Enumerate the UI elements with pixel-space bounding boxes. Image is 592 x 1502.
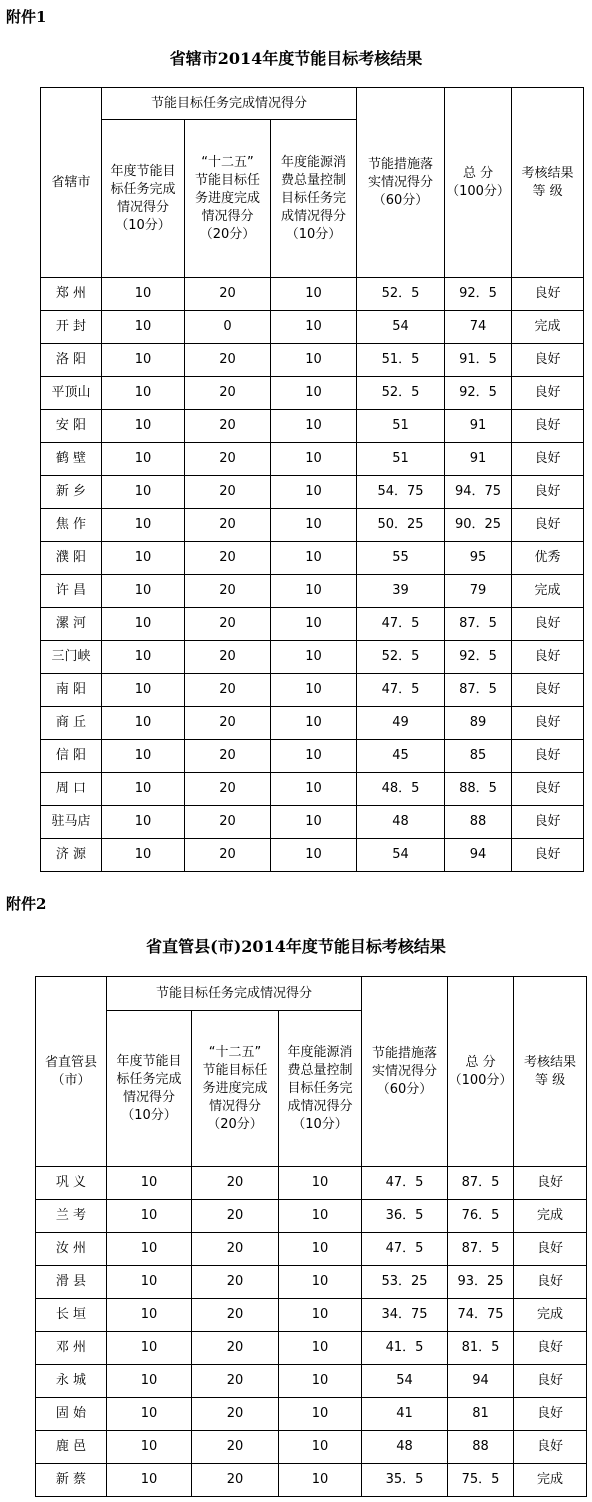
energy-control-cell: 10 bbox=[271, 674, 357, 707]
table-row bbox=[41, 806, 584, 839]
progress-cell: 20 bbox=[192, 1464, 279, 1497]
annual-target-cell: 10 bbox=[102, 542, 185, 575]
header-line: 总 分 bbox=[465, 1054, 496, 1070]
energy-control-cell: 10 bbox=[271, 443, 357, 476]
measures-cell: 47．5 bbox=[357, 608, 445, 641]
progress-cell: 20 bbox=[192, 1299, 279, 1332]
region-cell: 洛 阳 bbox=[41, 344, 102, 377]
header-line: “十二五” bbox=[201, 154, 254, 170]
total-cell: 87．5 bbox=[445, 608, 512, 641]
grade-cell: 良好 bbox=[512, 839, 584, 872]
measures-cell: 47．5 bbox=[357, 674, 445, 707]
progress-cell: 20 bbox=[185, 377, 271, 410]
progress-cell: 20 bbox=[185, 608, 271, 641]
header-line: （市） bbox=[51, 1072, 91, 1088]
measures-cell: 39 bbox=[357, 575, 445, 608]
progress-cell: 20 bbox=[185, 509, 271, 542]
header-line: 情况得分 bbox=[208, 1098, 261, 1114]
region-cell: 鹤 壁 bbox=[41, 443, 102, 476]
table-row bbox=[41, 542, 584, 575]
header-line: 实情况得分 bbox=[368, 174, 434, 190]
header-line: 等 级 bbox=[532, 183, 563, 199]
region-cell: 商 丘 bbox=[41, 707, 102, 740]
energy-control-cell: 10 bbox=[279, 1266, 362, 1299]
header-line: （60分） bbox=[372, 192, 429, 208]
header-line: 成情况得分 bbox=[281, 208, 347, 224]
progress-cell: 20 bbox=[185, 773, 271, 806]
grade-cell: 良好 bbox=[514, 1365, 587, 1398]
grade-cell: 良好 bbox=[512, 476, 584, 509]
energy-control-cell: 10 bbox=[279, 1332, 362, 1365]
annual-target-cell: 10 bbox=[107, 1233, 192, 1266]
table-row bbox=[41, 707, 584, 740]
header-annual-target bbox=[102, 120, 185, 278]
measures-cell: 54 bbox=[357, 311, 445, 344]
table-row bbox=[36, 1299, 587, 1332]
total-cell: 88．5 bbox=[445, 773, 512, 806]
total-cell: 79 bbox=[445, 575, 512, 608]
grade-cell: 良好 bbox=[512, 344, 584, 377]
table-row bbox=[41, 674, 584, 707]
measures-cell: 34．75 bbox=[362, 1299, 448, 1332]
header-energy-total-control bbox=[279, 1011, 362, 1167]
region-cell: 鹿 邑 bbox=[36, 1431, 107, 1464]
grade-cell: 优秀 bbox=[512, 542, 584, 575]
energy-control-cell: 10 bbox=[279, 1299, 362, 1332]
header-line: （10分） bbox=[121, 1107, 177, 1123]
region-cell: 巩 义 bbox=[36, 1167, 107, 1200]
measures-cell: 50．25 bbox=[357, 509, 445, 542]
table-row bbox=[41, 278, 584, 311]
total-cell: 92．5 bbox=[445, 278, 512, 311]
header-line: 成情况得分 bbox=[287, 1098, 353, 1114]
header-12th-five-year bbox=[185, 120, 271, 278]
total-cell: 92．5 bbox=[445, 641, 512, 674]
grade-cell: 良好 bbox=[512, 608, 584, 641]
header-measures bbox=[357, 88, 445, 278]
total-cell: 91 bbox=[445, 410, 512, 443]
progress-cell: 20 bbox=[185, 674, 271, 707]
header-line: 年度节能目 bbox=[116, 1053, 182, 1069]
attachment-2-label: 附件2 bbox=[6, 895, 47, 913]
grade-cell: 完成 bbox=[512, 311, 584, 344]
annual-target-cell: 10 bbox=[107, 1365, 192, 1398]
total-cell: 81 bbox=[448, 1398, 514, 1431]
grade-cell: 良好 bbox=[512, 707, 584, 740]
grade-cell: 完成 bbox=[514, 1299, 587, 1332]
header-line: 情况得分 bbox=[201, 208, 254, 224]
measures-cell: 54．75 bbox=[357, 476, 445, 509]
measures-cell: 49 bbox=[357, 707, 445, 740]
results-table-1 bbox=[40, 87, 584, 872]
progress-cell: 20 bbox=[185, 278, 271, 311]
header-line: 节能措施落 bbox=[368, 156, 434, 172]
header-line: 费总量控制 bbox=[287, 1062, 353, 1078]
total-cell: 74．75 bbox=[448, 1299, 514, 1332]
grade-cell: 良好 bbox=[514, 1233, 587, 1266]
total-cell: 88 bbox=[448, 1431, 514, 1464]
measures-cell: 52．5 bbox=[357, 377, 445, 410]
annual-target-cell: 10 bbox=[102, 674, 185, 707]
progress-cell: 20 bbox=[185, 839, 271, 872]
table-row bbox=[36, 1233, 587, 1266]
table-row bbox=[36, 1200, 587, 1233]
header-line: （60分） bbox=[376, 1081, 433, 1097]
region-cell: 新 蔡 bbox=[36, 1464, 107, 1497]
header-line: 目标任务完 bbox=[281, 190, 347, 206]
annual-target-cell: 10 bbox=[102, 575, 185, 608]
total-cell: 94 bbox=[448, 1365, 514, 1398]
progress-cell: 20 bbox=[185, 806, 271, 839]
progress-cell: 20 bbox=[185, 707, 271, 740]
energy-control-cell: 10 bbox=[279, 1200, 362, 1233]
grade-cell: 良好 bbox=[512, 674, 584, 707]
table-row bbox=[41, 608, 584, 641]
region-cell: 滑 县 bbox=[36, 1266, 107, 1299]
header-line: （100分） bbox=[448, 1072, 513, 1088]
total-cell: 87．5 bbox=[448, 1233, 514, 1266]
energy-control-cell: 10 bbox=[279, 1431, 362, 1464]
header-line: （10分） bbox=[115, 217, 171, 233]
total-cell: 88 bbox=[445, 806, 512, 839]
energy-control-cell: 10 bbox=[271, 839, 357, 872]
energy-control-cell: 10 bbox=[271, 344, 357, 377]
grade-cell: 良好 bbox=[512, 740, 584, 773]
attachment-1-label: 附件1 bbox=[6, 8, 47, 26]
header-line: 务进度完成 bbox=[194, 190, 260, 206]
measures-cell: 54 bbox=[357, 839, 445, 872]
total-cell: 94 bbox=[445, 839, 512, 872]
measures-cell: 52．5 bbox=[357, 278, 445, 311]
header-line: （20分） bbox=[207, 1116, 263, 1132]
progress-cell: 20 bbox=[185, 476, 271, 509]
progress-cell: 20 bbox=[185, 410, 271, 443]
measures-cell: 48．5 bbox=[357, 773, 445, 806]
energy-control-cell: 10 bbox=[279, 1464, 362, 1497]
header-grade bbox=[514, 977, 587, 1167]
header-line: 考核结果 bbox=[521, 165, 574, 181]
results-table-2 bbox=[35, 976, 587, 1497]
table-row bbox=[36, 1266, 587, 1299]
header-line: 标任务完成 bbox=[110, 181, 176, 197]
header-line: 目标任务完 bbox=[287, 1080, 353, 1096]
energy-control-cell: 10 bbox=[271, 740, 357, 773]
total-cell: 93．25 bbox=[448, 1266, 514, 1299]
measures-cell: 55 bbox=[357, 542, 445, 575]
region-cell: 焦 作 bbox=[41, 509, 102, 542]
annual-target-cell: 10 bbox=[102, 707, 185, 740]
energy-control-cell: 10 bbox=[271, 476, 357, 509]
measures-cell: 51．5 bbox=[357, 344, 445, 377]
region-cell: 郑 州 bbox=[41, 278, 102, 311]
region-cell: 邓 州 bbox=[36, 1332, 107, 1365]
table-row bbox=[41, 443, 584, 476]
table-row bbox=[41, 509, 584, 542]
header-line: 务进度完成 bbox=[202, 1080, 268, 1096]
energy-control-cell: 10 bbox=[279, 1233, 362, 1266]
header-region: 省辖市 bbox=[41, 88, 102, 278]
header-annual-target bbox=[107, 1011, 192, 1167]
annual-target-cell: 10 bbox=[107, 1431, 192, 1464]
energy-control-cell: 10 bbox=[279, 1167, 362, 1200]
energy-control-cell: 10 bbox=[271, 542, 357, 575]
header-line: 节能目标任 bbox=[194, 172, 260, 188]
header-line: 费总量控制 bbox=[281, 172, 347, 188]
annual-target-cell: 10 bbox=[102, 608, 185, 641]
progress-cell: 20 bbox=[192, 1200, 279, 1233]
total-cell: 87．5 bbox=[445, 674, 512, 707]
progress-cell: 20 bbox=[185, 575, 271, 608]
grade-cell: 良好 bbox=[512, 806, 584, 839]
region-cell: 兰 考 bbox=[36, 1200, 107, 1233]
measures-cell: 47．5 bbox=[362, 1233, 448, 1266]
table-row bbox=[36, 1431, 587, 1464]
grade-cell: 良好 bbox=[512, 509, 584, 542]
total-cell: 75．5 bbox=[448, 1464, 514, 1497]
progress-cell: 20 bbox=[192, 1266, 279, 1299]
annual-target-cell: 10 bbox=[102, 311, 185, 344]
annual-target-cell: 10 bbox=[102, 377, 185, 410]
header-line: 考核结果 bbox=[524, 1054, 577, 1070]
grade-cell: 完成 bbox=[514, 1200, 587, 1233]
table-row bbox=[41, 839, 584, 872]
annual-target-cell: 10 bbox=[102, 278, 185, 311]
energy-control-cell: 10 bbox=[271, 641, 357, 674]
region-cell: 驻马店 bbox=[41, 806, 102, 839]
table-row bbox=[41, 410, 584, 443]
total-cell: 90．25 bbox=[445, 509, 512, 542]
measures-cell: 54 bbox=[362, 1365, 448, 1398]
table-row bbox=[41, 311, 584, 344]
energy-control-cell: 10 bbox=[271, 311, 357, 344]
total-cell: 91 bbox=[445, 443, 512, 476]
grade-cell: 良好 bbox=[514, 1398, 587, 1431]
header-grade bbox=[512, 88, 584, 278]
region-cell: 开 封 bbox=[41, 311, 102, 344]
annual-target-cell: 10 bbox=[102, 839, 185, 872]
grade-cell: 良好 bbox=[514, 1167, 587, 1200]
annual-target-cell: 10 bbox=[102, 740, 185, 773]
header-total bbox=[445, 88, 512, 278]
total-cell: 76．5 bbox=[448, 1200, 514, 1233]
total-cell: 87．5 bbox=[448, 1167, 514, 1200]
measures-cell: 53．25 bbox=[362, 1266, 448, 1299]
header-energy-total-control bbox=[271, 120, 357, 278]
energy-control-cell: 10 bbox=[271, 608, 357, 641]
annual-target-cell: 10 bbox=[107, 1464, 192, 1497]
region-cell: 濮 阳 bbox=[41, 542, 102, 575]
header-line: 节能目标任 bbox=[202, 1062, 268, 1078]
region-cell: 汝 州 bbox=[36, 1233, 107, 1266]
annual-target-cell: 10 bbox=[107, 1200, 192, 1233]
measures-cell: 45 bbox=[357, 740, 445, 773]
region-cell: 固 始 bbox=[36, 1398, 107, 1431]
header-line: （10分） bbox=[292, 1116, 348, 1132]
energy-control-cell: 10 bbox=[271, 410, 357, 443]
progress-cell: 20 bbox=[185, 344, 271, 377]
energy-control-cell: 10 bbox=[271, 773, 357, 806]
header-region bbox=[36, 977, 107, 1167]
header-line: 年度能源消 bbox=[287, 1044, 353, 1060]
energy-control-cell: 10 bbox=[279, 1365, 362, 1398]
table-row bbox=[41, 740, 584, 773]
measures-cell: 52．5 bbox=[357, 641, 445, 674]
energy-control-cell: 10 bbox=[271, 707, 357, 740]
measures-cell: 47．5 bbox=[362, 1167, 448, 1200]
annual-target-cell: 10 bbox=[102, 476, 185, 509]
table-row bbox=[41, 377, 584, 410]
table-row bbox=[36, 1464, 587, 1497]
progress-cell: 0 bbox=[185, 311, 271, 344]
total-cell: 74 bbox=[445, 311, 512, 344]
region-cell: 平顶山 bbox=[41, 377, 102, 410]
annual-target-cell: 10 bbox=[102, 410, 185, 443]
grade-cell: 良好 bbox=[512, 443, 584, 476]
energy-control-cell: 10 bbox=[271, 377, 357, 410]
progress-cell: 20 bbox=[192, 1167, 279, 1200]
annual-target-cell: 10 bbox=[107, 1398, 192, 1431]
table-row bbox=[41, 476, 584, 509]
total-cell: 92．5 bbox=[445, 377, 512, 410]
attachment-1-title: 省辖市2014年度节能目标考核结果 bbox=[169, 49, 423, 68]
header-line: 年度节能目 bbox=[110, 163, 176, 179]
progress-cell: 20 bbox=[192, 1365, 279, 1398]
header-line: 实情况得分 bbox=[372, 1063, 438, 1079]
header-measures bbox=[362, 977, 448, 1167]
region-cell: 许 昌 bbox=[41, 575, 102, 608]
region-cell: 南 阳 bbox=[41, 674, 102, 707]
header-line: 等 级 bbox=[534, 1072, 566, 1088]
annual-target-cell: 10 bbox=[102, 641, 185, 674]
annual-target-cell: 10 bbox=[107, 1167, 192, 1200]
table-row bbox=[36, 1332, 587, 1365]
header-line: 总 分 bbox=[462, 165, 494, 181]
progress-cell: 20 bbox=[192, 1332, 279, 1365]
table-row bbox=[41, 344, 584, 377]
energy-control-cell: 10 bbox=[271, 575, 357, 608]
region-cell: 三门峡 bbox=[41, 641, 102, 674]
header-line: 年度能源消 bbox=[281, 154, 347, 170]
energy-control-cell: 10 bbox=[271, 509, 357, 542]
header-line: 情况得分 bbox=[122, 1089, 175, 1105]
total-cell: 85 bbox=[445, 740, 512, 773]
grade-cell: 良好 bbox=[512, 641, 584, 674]
region-cell: 新 乡 bbox=[41, 476, 102, 509]
table-row bbox=[36, 1167, 587, 1200]
measures-cell: 48 bbox=[357, 806, 445, 839]
header-line: “十二五” bbox=[208, 1044, 262, 1060]
header-line: 节能措施落 bbox=[372, 1045, 438, 1061]
header-group: 节能目标任务完成情况得分 bbox=[107, 977, 362, 1011]
annual-target-cell: 10 bbox=[102, 773, 185, 806]
total-cell: 91．5 bbox=[445, 344, 512, 377]
measures-cell: 48 bbox=[362, 1431, 448, 1464]
region-cell: 信 阳 bbox=[41, 740, 102, 773]
progress-cell: 20 bbox=[192, 1398, 279, 1431]
energy-control-cell: 10 bbox=[271, 806, 357, 839]
annual-target-cell: 10 bbox=[107, 1299, 192, 1332]
energy-control-cell: 10 bbox=[271, 278, 357, 311]
table-row bbox=[36, 1398, 587, 1431]
progress-cell: 20 bbox=[185, 641, 271, 674]
total-cell: 94．75 bbox=[445, 476, 512, 509]
grade-cell: 良好 bbox=[514, 1266, 587, 1299]
header-12th-five-year bbox=[192, 1011, 279, 1167]
attachment-2-title: 省直管县(市)2014年度节能目标考核结果 bbox=[146, 937, 446, 956]
progress-cell: 20 bbox=[185, 443, 271, 476]
table-row bbox=[41, 575, 584, 608]
grade-cell: 良好 bbox=[514, 1332, 587, 1365]
grade-cell: 良好 bbox=[514, 1431, 587, 1464]
grade-cell: 良好 bbox=[512, 377, 584, 410]
header-line: （10分） bbox=[285, 226, 342, 242]
total-cell: 89 bbox=[445, 707, 512, 740]
annual-target-cell: 10 bbox=[107, 1332, 192, 1365]
measures-cell: 41．5 bbox=[362, 1332, 448, 1365]
header-group: 节能目标任务完成情况得分 bbox=[102, 88, 357, 120]
table-row bbox=[41, 641, 584, 674]
header-line: 省直管县 bbox=[44, 1054, 97, 1070]
header-total bbox=[448, 977, 514, 1167]
annual-target-cell: 10 bbox=[102, 443, 185, 476]
total-cell: 95 bbox=[445, 542, 512, 575]
annual-target-cell: 10 bbox=[102, 344, 185, 377]
annual-target-cell: 10 bbox=[102, 509, 185, 542]
total-cell: 81．5 bbox=[448, 1332, 514, 1365]
grade-cell: 完成 bbox=[512, 575, 584, 608]
region-cell: 漯 河 bbox=[41, 608, 102, 641]
header-line: （20分） bbox=[199, 226, 256, 242]
header-line: （100分） bbox=[446, 183, 510, 199]
progress-cell: 20 bbox=[192, 1431, 279, 1464]
header-line: 情况得分 bbox=[116, 199, 169, 215]
annual-target-cell: 10 bbox=[107, 1266, 192, 1299]
measures-cell: 51 bbox=[357, 443, 445, 476]
region-cell: 永 城 bbox=[36, 1365, 107, 1398]
region-cell: 安 阳 bbox=[41, 410, 102, 443]
progress-cell: 20 bbox=[185, 740, 271, 773]
energy-control-cell: 10 bbox=[279, 1398, 362, 1431]
table-row bbox=[41, 773, 584, 806]
grade-cell: 良好 bbox=[512, 278, 584, 311]
progress-cell: 20 bbox=[185, 542, 271, 575]
grade-cell: 良好 bbox=[512, 410, 584, 443]
grade-cell: 良好 bbox=[512, 773, 584, 806]
region-cell: 长 垣 bbox=[36, 1299, 107, 1332]
table-row bbox=[36, 1365, 587, 1398]
grade-cell: 完成 bbox=[514, 1464, 587, 1497]
measures-cell: 35．5 bbox=[362, 1464, 448, 1497]
measures-cell: 36．5 bbox=[362, 1200, 448, 1233]
header-line: 标任务完成 bbox=[116, 1071, 182, 1087]
progress-cell: 20 bbox=[192, 1233, 279, 1266]
region-cell: 周 口 bbox=[41, 773, 102, 806]
measures-cell: 51 bbox=[357, 410, 445, 443]
annual-target-cell: 10 bbox=[102, 806, 185, 839]
measures-cell: 41 bbox=[362, 1398, 448, 1431]
region-cell: 济 源 bbox=[41, 839, 102, 872]
